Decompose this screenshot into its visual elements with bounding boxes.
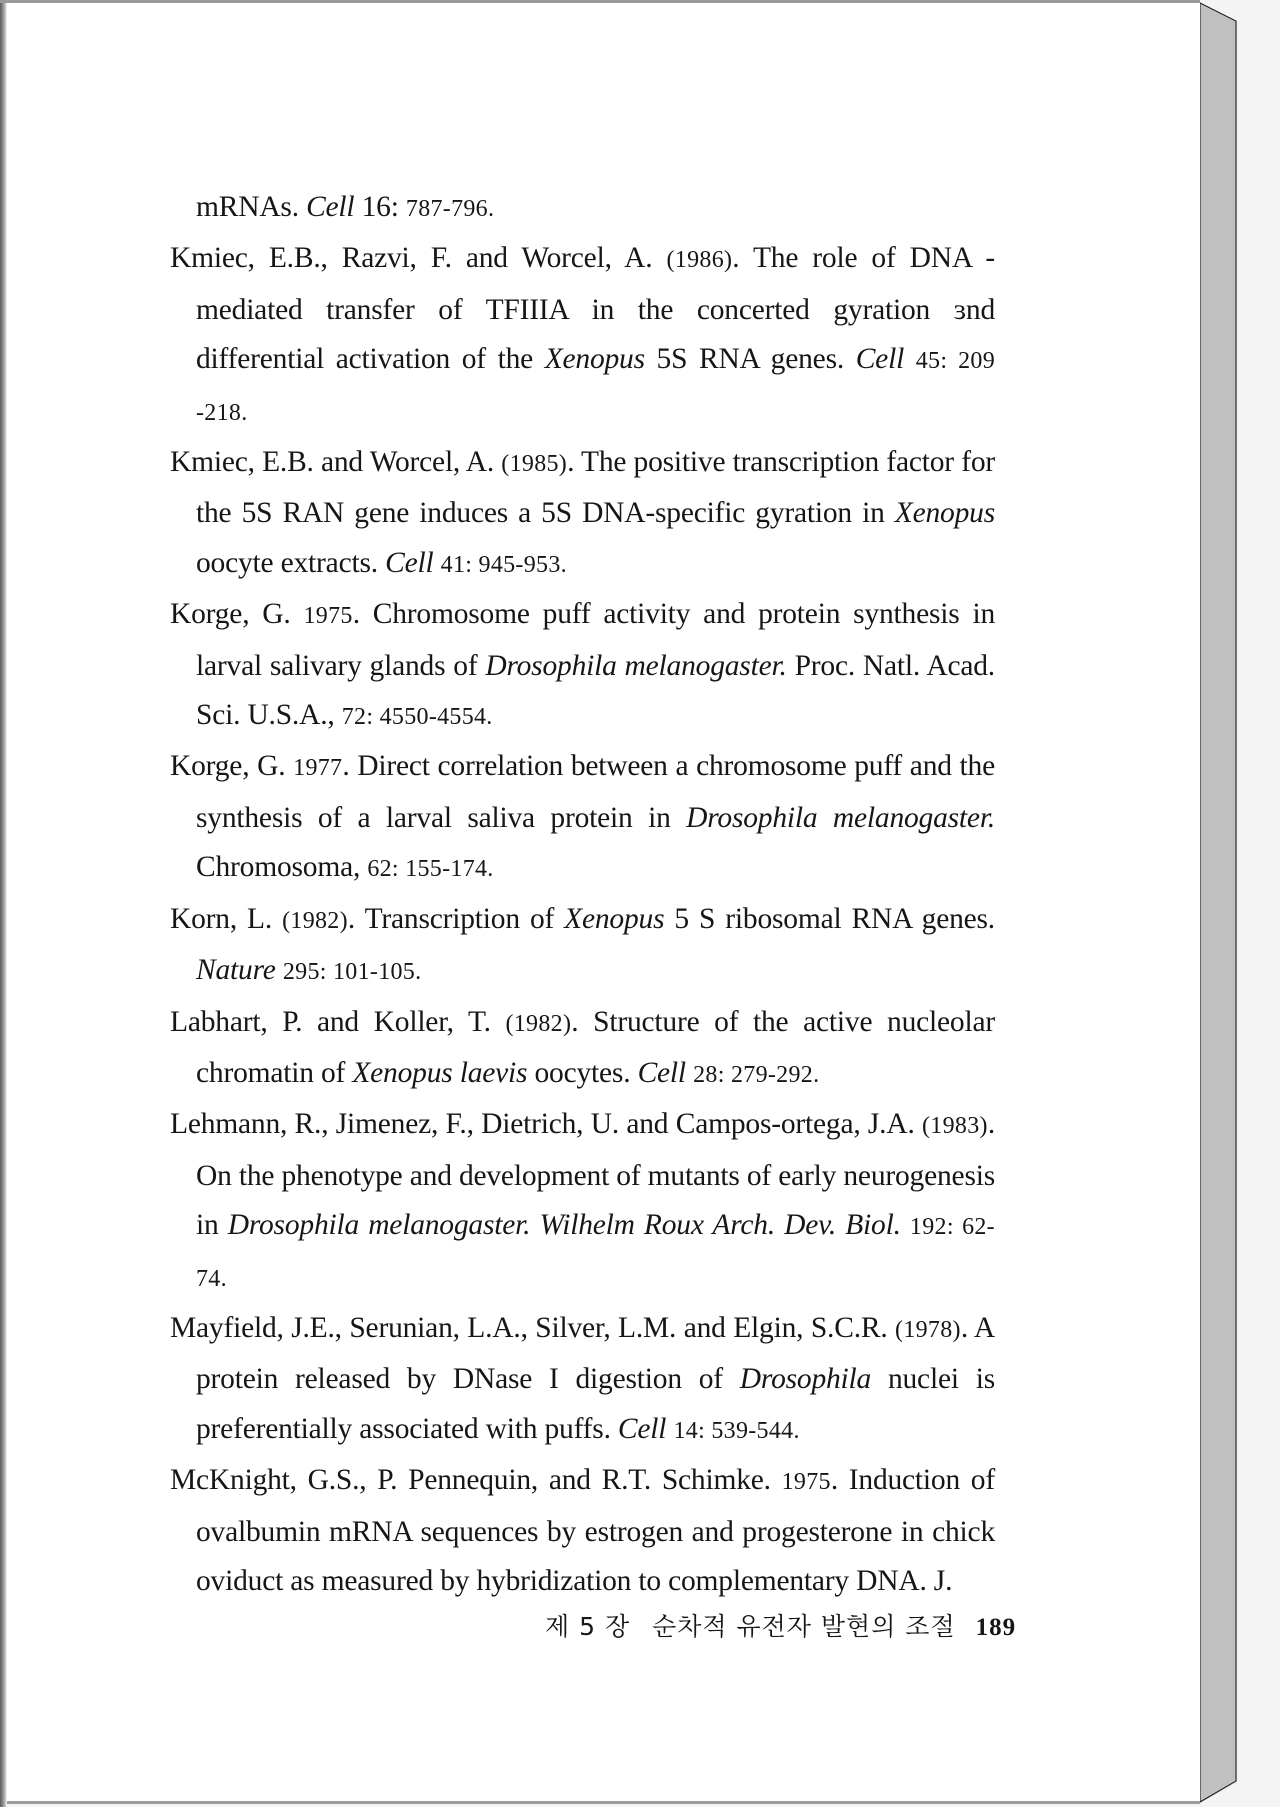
page-left-edge xyxy=(0,3,7,1807)
citation-number: 14: 539-544. xyxy=(673,1417,800,1444)
reference-text: Kmiec, E.B., Razvi, F. and Worcel, A. xyxy=(170,242,667,275)
reference-text: 5 S ribosomal RNA genes. xyxy=(664,902,995,935)
reference-text: McKnight, G.S., P. Pennequin, and R.T. Schimke. xyxy=(170,1464,782,1497)
citation-number: (1978) xyxy=(895,1316,961,1343)
page-stack-edge-shape xyxy=(1200,0,1240,1806)
page-stack-edge xyxy=(1200,0,1240,1806)
reference-text: Korn, L. xyxy=(170,902,283,935)
citation-number: (1986) xyxy=(666,247,733,274)
italic-text: Drosophila melanogaster. xyxy=(485,649,787,682)
reference-text xyxy=(276,954,283,986)
reference-text: Lehmann, R., Jimenez, F., Dietrich, U. and Campos-ortega, J.A. xyxy=(170,1108,923,1141)
reference-entry xyxy=(170,998,995,1101)
reference-entry xyxy=(170,1100,995,1304)
citation-number: 45: 209 -218. xyxy=(196,348,996,426)
italic-text: Cell xyxy=(637,1056,686,1089)
reference-text: . The positive transcription factor for the 5S RAN gene induces a 5S DNA-specific gyration in xyxy=(196,446,995,530)
italic-text: Drosophila melanogaster. xyxy=(686,801,996,834)
reference-text: . A protein released by DNase I digestion of xyxy=(196,1311,995,1396)
reference-text: . The role of DNA -mediated transfer of TFIIIA in the concerted gyration ɜnd differential activation of the xyxy=(196,242,995,376)
italic-text: Drosophila xyxy=(739,1363,872,1396)
citation-number: (1982) xyxy=(505,1010,572,1037)
italic-text: Cell xyxy=(306,191,355,223)
reference-text: oocyte extracts. xyxy=(196,546,386,579)
italic-text: Cell xyxy=(617,1412,667,1445)
reference-text xyxy=(901,1209,910,1241)
reference-text: Kmiec, E.B. and Worcel, A. xyxy=(170,446,502,479)
reference-entry xyxy=(170,1456,995,1606)
citation-number: 72: 4550-4554. xyxy=(341,704,493,731)
reference-text xyxy=(904,343,916,375)
citation-number: (1982) xyxy=(282,907,348,934)
italic-text: Xenopus xyxy=(564,902,665,935)
reference-text: Labhart, P. and Koller, T. xyxy=(170,1005,506,1038)
italic-text: Drosophila melanogaster. Wilhelm Roux Arch. Dev. Biol. xyxy=(227,1209,901,1242)
italic-text: Xenopus xyxy=(544,343,645,376)
reference-entry xyxy=(170,742,995,894)
running-footer xyxy=(545,1607,1016,1643)
citation-number: 295: 101-105. xyxy=(282,959,422,986)
citation-number: 28: 279-292. xyxy=(693,1061,820,1088)
reference-text: . Structure of the active nucleolar chromatin of xyxy=(196,1005,995,1089)
reference-text xyxy=(433,547,440,579)
italic-text: Cell xyxy=(855,343,905,376)
citation-number: 192: 62-74. xyxy=(196,1214,995,1292)
reference-entry xyxy=(170,895,995,998)
reference-text: Chromosoma, xyxy=(196,851,368,884)
italic-text: Cell xyxy=(385,546,434,579)
reference-text: oocytes. xyxy=(527,1056,638,1089)
reference-text: . Chromosome puff activity and protein synthesis in larval salivary glands of xyxy=(196,598,995,682)
italic-text: Nature xyxy=(196,954,276,987)
reference-text: Mayfield, J.E., Serunian, L.A., Silver, L.M. and Elgin, S.C.R. xyxy=(170,1311,896,1344)
italic-text: Xenopus laevis xyxy=(352,1056,528,1089)
reference-text: . Direct correlation between a chromosome puff and the synthesis of a larval saliva protein in xyxy=(196,750,995,834)
reference-text: Korge, G. xyxy=(170,750,294,783)
citation-number: 1975 xyxy=(303,603,353,630)
reference-text: nuclei is preferentially associated with puffs. xyxy=(196,1363,995,1445)
citation-number: 1977 xyxy=(293,755,343,782)
reference-list xyxy=(170,183,995,1606)
citation-number: 787-796. xyxy=(405,196,495,222)
reference-text: Korge, G. xyxy=(170,598,304,631)
reference-text: Proc. Natl. Acad. Sci. U.S.A., xyxy=(196,649,995,732)
chapter-title: 순차적 유전자 발현의 조절 xyxy=(652,1612,956,1641)
reference-text: . Induction of ovalbumin mRNA sequences by estrogen and progesterone in chick oviduct as measured by hybridization to complementary DNA. J. xyxy=(196,1464,995,1597)
reference-entry xyxy=(170,590,995,742)
reference-text: . Transcription of xyxy=(347,902,565,935)
chapter-label: 제 5 장 xyxy=(545,1612,631,1641)
citation-number: 62: 155-174. xyxy=(367,856,494,883)
citation-number: (1985) xyxy=(501,451,568,478)
reference-text: 5S RNA genes. xyxy=(644,343,856,376)
reference-entry xyxy=(170,438,995,590)
reference-text: 16: xyxy=(354,191,406,223)
citation-number: 1975 xyxy=(781,1469,831,1496)
citation-number: (1983) xyxy=(922,1113,988,1140)
citation-number: 41: 945-953. xyxy=(440,551,567,578)
page-number: 189 xyxy=(975,1614,1017,1641)
reference-entry xyxy=(170,183,995,234)
reference-text: . On the phenotype and development of mutants of early neurogenesis in xyxy=(196,1108,995,1242)
reference-text: mRNAs. xyxy=(196,191,307,223)
reference-entry xyxy=(170,234,995,438)
italic-text: Xenopus xyxy=(894,497,995,530)
reference-entry xyxy=(170,1304,995,1456)
